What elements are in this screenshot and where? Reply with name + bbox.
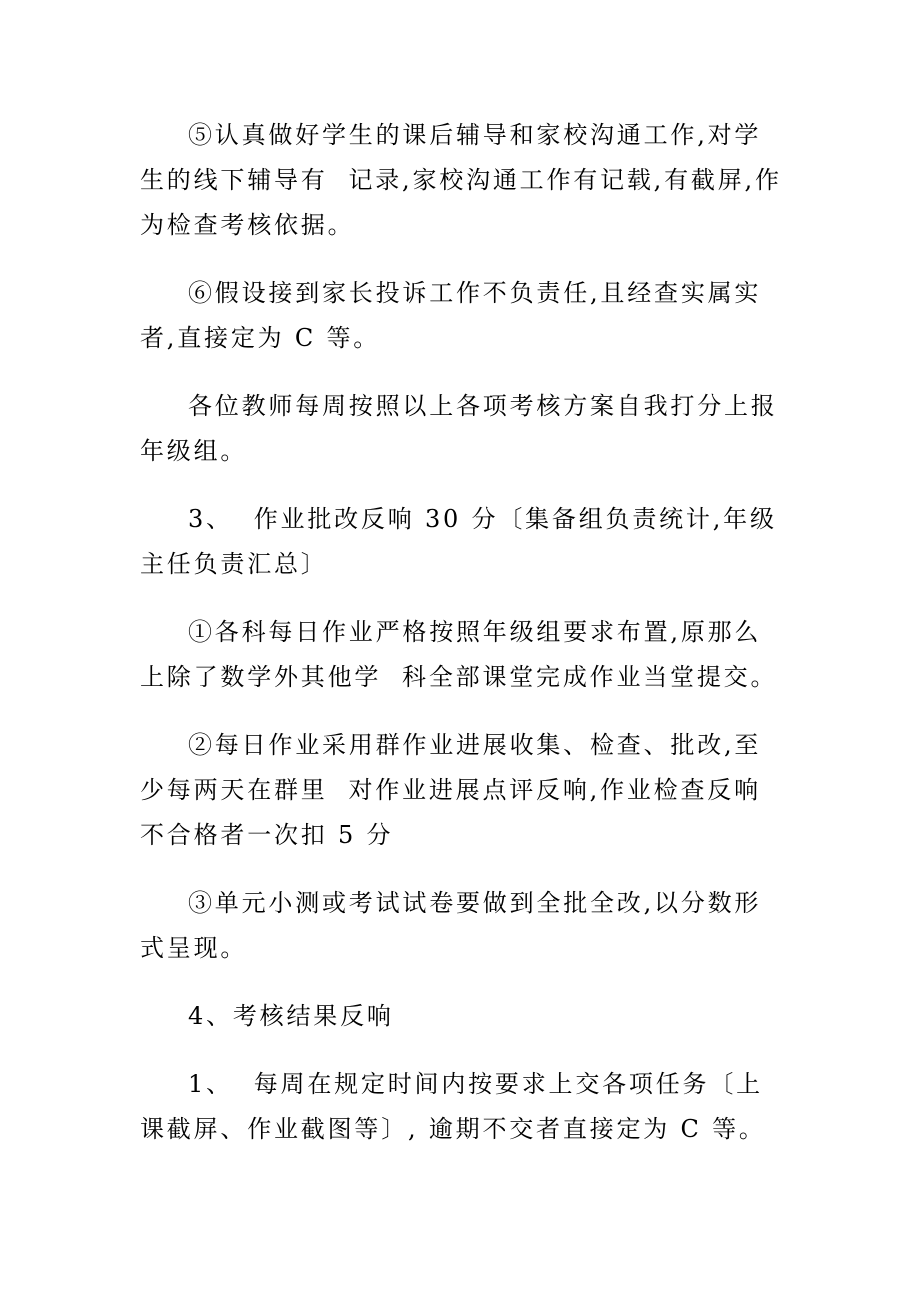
paragraph-homework-grading-heading: 3、 作业批改反响 30 分〔集备组负责统计,年级主任负责汇总〕	[140, 505, 777, 578]
document-body	[140, 113, 782, 1175]
paragraph-test-grading: ③单元小测或考试试卷要做到全批全改,以分数形式呈现。	[140, 889, 762, 962]
paragraph-weekly-submission: 1、 每周在规定时间内按要求上交各项任务〔上课截屏、作业截图等〕, 逾期不交者直接定为 C 等。	[140, 1070, 766, 1143]
paragraph-weekly-self-score: 各位教师每周按照以上各项考核方案自我打分上报年级组。	[140, 392, 778, 465]
paragraph-assessment-results-heading: 4、考核结果反响	[188, 1002, 394, 1030]
paragraph-tutoring-communication: ⑤认真做好学生的课后辅导和家校沟通工作,对学生的线下辅导有 记录,家校沟通工作有记载,有截屏,作为检查考核依据。	[140, 121, 782, 239]
paragraph-homework-assignment: ①各科每日作业严格按照年级组要求布置,原那么上除了数学外其他学 科全部课堂完成作业当堂提交。	[140, 618, 778, 691]
paragraph-homework-collection: ②每日作业采用群作业进展收集、检查、批改,至少每两天在群里 对作业进展点评反响,作业检查反响不合格者一次扣 5 分	[140, 731, 762, 849]
paragraph-parent-complaint: ⑥假设接到家长投诉工作不负责任,且经查实属实者,直接定为 C 等。	[140, 279, 762, 352]
